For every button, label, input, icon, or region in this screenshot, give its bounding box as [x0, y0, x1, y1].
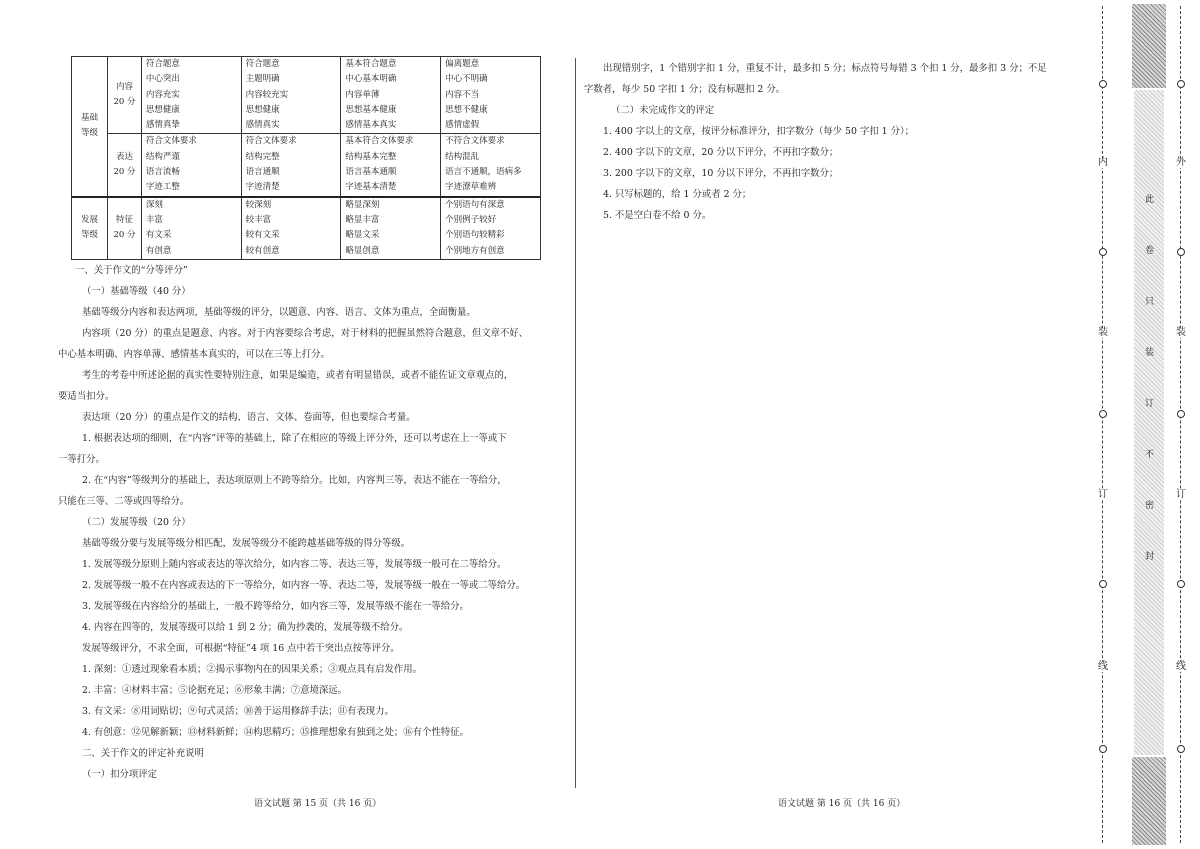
outer-cut-line	[1102, 6, 1103, 843]
text-line: 4. 内容在四等的，发展等级可以给 1 到 2 分；确为抄袭的，发展等级不给分。	[82, 622, 409, 633]
binding-hole-icon	[1099, 745, 1107, 753]
binding-hole-icon	[1177, 248, 1185, 256]
binding-notice-char: 不	[1145, 450, 1155, 460]
binding-hole-icon	[1177, 80, 1185, 88]
binding-notice-char: 封	[1145, 552, 1155, 562]
binding-hatch-top	[1132, 4, 1166, 88]
text-line: 内容项（20 分）的重点是题意、内容。对于内容要综合考虑，对于材料的把握虽然符合题意，但文章不好、	[82, 328, 529, 339]
footer-left: 语文试题 第 15 页（共 16 页）	[254, 799, 382, 809]
binding-notice-panel	[1134, 90, 1164, 755]
text-line: 2. 400 字以下的文章，20 分以下评分，不再扣字数分；	[603, 147, 839, 158]
table-row	[72, 57, 541, 134]
right-page	[580, 0, 1090, 849]
text-line: 发展等级评分，不求全面，可根据“特征”4 项 16 点中若干突出点按等评分。	[82, 643, 400, 654]
text-line: 出现错别字，1 个错别字扣 1 分，重复不计，最多扣 5 分；标点符号每错 3 个扣 1 分，最多扣 3 分；不足	[603, 63, 1047, 74]
text-line: 要适当扣分。	[58, 391, 115, 402]
text-line: 3. 发展等级在内容给分的基础上，一般不跨等给分，如内容三等，发展等级不能在一等给分。	[82, 601, 469, 612]
outer-binding-label: 外	[1176, 157, 1186, 168]
grading-table	[71, 56, 541, 260]
outer-binding-label: 线	[1176, 661, 1186, 672]
binding-notice-char: 只	[1145, 297, 1155, 307]
text-line: 5. 不是空白卷不给 0 分。	[603, 210, 712, 221]
binding-hole-icon	[1099, 410, 1107, 418]
grade-criteria-cell: 符合题意 主题明确 内容较充实 思想健康 感情真实	[241, 57, 341, 134]
page-divider	[575, 58, 576, 788]
grade-criteria-cell: 个别语句有深意 个别例子较好 个别语句较精彩 个别地方有创意	[441, 197, 541, 260]
outer-binding-label: 装	[1176, 327, 1186, 338]
left-page	[0, 0, 580, 849]
grade-criteria-cell: 符合文体要求 结构严谨 语言流畅 字迹工整	[141, 134, 241, 197]
binding-notice-char: 此	[1145, 195, 1155, 205]
text-line: 表达项（20 分）的重点是作文的结构、语言、文体、卷面等，但也要综合考量。	[82, 412, 416, 423]
grade-criteria-cell: 较深刻 较丰富 较有文采 较有创意	[241, 197, 341, 260]
binding-hatch-bottom	[1132, 757, 1166, 845]
binding-notice-char: 装	[1145, 348, 1155, 358]
text-line: 基础等级分要与发展等级分相匹配，发展等级分不能跨越基础等级的得分等级。	[82, 538, 411, 549]
sub-item-cell: 内容 20 分	[107, 57, 141, 134]
level-cell: 发展 等级	[72, 197, 108, 260]
text-line: 字数者，每少 50 字扣 1 分；没有标题扣 2 分。	[584, 84, 786, 95]
binding-notice-char: 密	[1145, 501, 1155, 511]
binding-hole-icon	[1099, 248, 1107, 256]
grade-criteria-cell: 符合文体要求 结构完整 语言通顺 字迹清楚	[241, 134, 341, 197]
text-line: （二）发展等级（20 分）	[82, 517, 191, 528]
text-line: 1. 深刻：①透过现象看本质；②揭示事物内在的因果关系；③观点具有启发作用。	[82, 664, 423, 675]
text-line: （一）基础等级（40 分）	[82, 286, 191, 297]
text-line: 2. 丰富：④材料丰富；⑤论据充足；⑥形象丰满；⑦意境深远。	[82, 685, 348, 696]
footer-right: 语文试题 第 16 页（共 16 页）	[778, 799, 906, 809]
text-line: 基础等级分内容和表达两项，基础等级的评分，以题意、内容、语言、文体为重点，全面衡量。	[82, 307, 476, 318]
text-line: 1. 根据表达项的细则，在“内容”评等的基础上，除了在相应的等级上评分外，还可以考虑在上一等或下	[82, 433, 507, 444]
binding-hole-icon	[1177, 745, 1185, 753]
table-row	[72, 134, 541, 197]
grade-criteria-cell: 符合题意 中心突出 内容充实 思想健康 感情真挚	[141, 57, 241, 134]
binding-notice-char: 订	[1145, 399, 1155, 409]
text-line: 一、关于作文的“分等评分”	[75, 265, 188, 276]
text-line: 二、关于作文的评定补充说明	[82, 748, 204, 759]
binding-hole-icon	[1177, 580, 1185, 588]
text-line: 4. 有创意：⑫见解新颖；⑬材料新鲜；⑭构思精巧；⑮推理想象有独到之处；⑯有个性特征。	[82, 727, 469, 738]
text-line: （二）未完成作文的评定	[611, 105, 715, 116]
text-line: 中心基本明确、内容单薄、感情基本真实的，可以在三等上打分。	[58, 349, 330, 360]
grade-criteria-cell: 基本符合题意 中心基本明确 内容单薄 思想基本健康 感情基本真实	[341, 57, 441, 134]
text-line: 3. 有文采：⑧用词贴切；⑨句式灵活；⑩善于运用修辞手法；⑪有表现力。	[82, 706, 394, 717]
text-line: 考生的考卷中所述论据的真实性要特别注意，如果是编造，或者有明显错误，或者不能佐证文章观点的，	[82, 370, 514, 381]
grade-criteria-cell: 基本符合文体要求 结构基本完整 语言基本通顺 字迹基本清楚	[341, 134, 441, 197]
inner-binding-label: 装	[1098, 327, 1108, 338]
grade-criteria-cell: 深刻 丰富 有文采 有创意	[141, 197, 241, 260]
grade-criteria-cell: 偏离题意 中心不明确 内容不当 思想不健康 感情虚假	[441, 57, 541, 134]
outer-binding-label: 订	[1176, 489, 1186, 500]
binding-hole-icon	[1177, 410, 1185, 418]
binding-hole-icon	[1099, 80, 1107, 88]
table-row	[72, 197, 541, 260]
text-line: 1. 发展等级分原则上随内容或表达的等次给分，如内容二等、表达三等，发展等级一般可在二等给分。	[82, 559, 507, 570]
text-line: 2. 发展等级一般不在内容或表达的下一等给分，如内容一等、表达二等，发展等级一般在一等或二等给分。	[82, 580, 526, 591]
inner-binding-label: 线	[1098, 661, 1108, 672]
sub-item-cell: 表达 20 分	[107, 134, 141, 197]
binding-notice-char: 卷	[1145, 246, 1155, 256]
inner-binding-label: 订	[1098, 489, 1108, 500]
text-line: 4. 只写标题的，给 1 分或者 2 分；	[603, 189, 752, 200]
text-line: 2. 在“内容”等级判分的基础上，表达项原则上不跨等给分。比如，内容判三等，表达不能在一等给分，	[82, 475, 507, 486]
grade-criteria-cell: 不符合文体要求 结构混乱 语言不通顺，语病多 字迹潦草难辨	[441, 134, 541, 197]
inner-cut-line	[1180, 6, 1181, 843]
text-line: 3. 200 字以下的文章，10 分以下评分，不再扣字数分；	[603, 168, 839, 179]
text-line: 只能在三等、二等或四等给分。	[58, 496, 190, 507]
binding-hole-icon	[1099, 580, 1107, 588]
text-line: 1. 400 字以上的文章，按评分标准评分，扣字数分（每少 50 字扣 1 分）；	[603, 126, 915, 137]
inner-binding-label: 内	[1098, 157, 1108, 168]
text-line: （一）扣分项评定	[82, 769, 158, 780]
level-cell: 基础 等级	[72, 57, 108, 197]
sub-item-cell: 特征 20 分	[107, 197, 141, 260]
text-line: 一等打分。	[58, 454, 105, 465]
grade-criteria-cell: 略显深刻 略显丰富 略显文采 略显创意	[341, 197, 441, 260]
